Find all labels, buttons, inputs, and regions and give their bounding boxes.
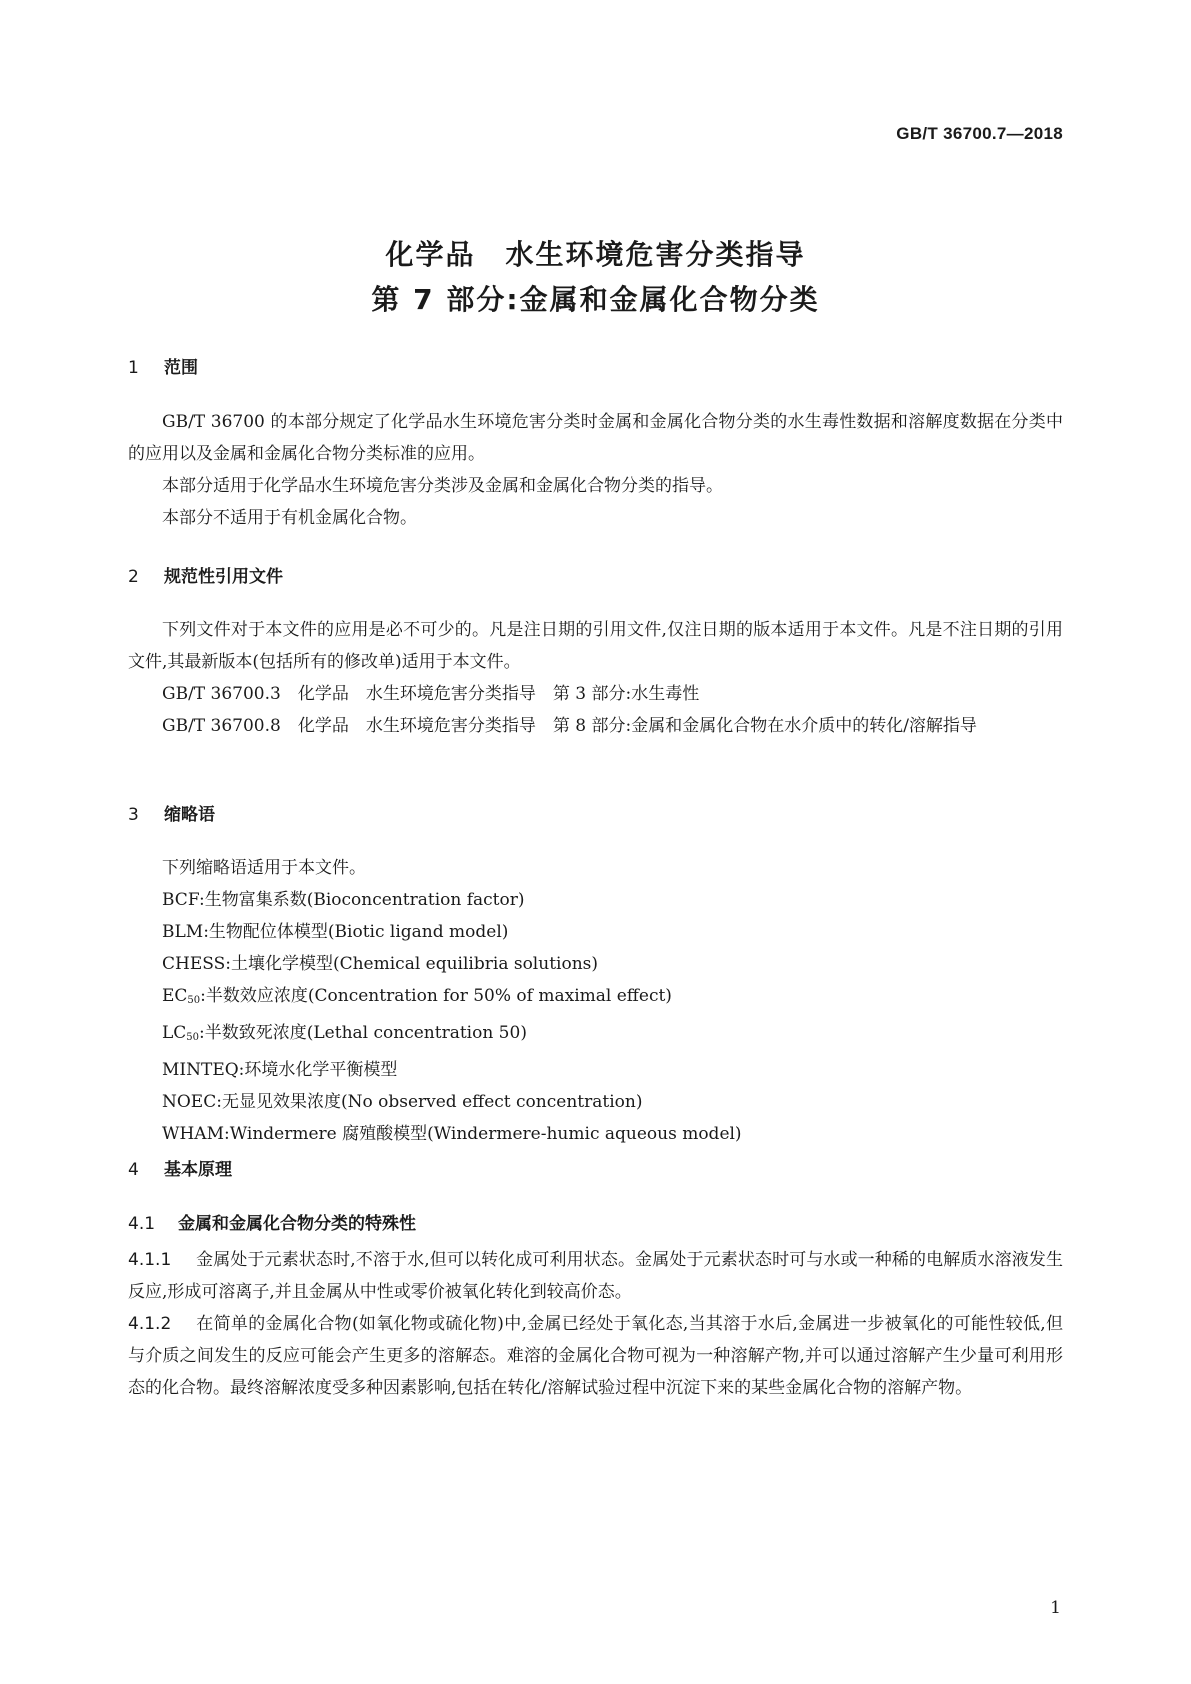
section-4-body xyxy=(128,1244,1063,1404)
abbr-subscript: 50 xyxy=(187,995,201,1006)
section-number: 1 xyxy=(128,358,139,378)
section-title: 基本原理 xyxy=(164,1160,232,1180)
abbr-term: LC xyxy=(162,1023,187,1043)
section-1-heading xyxy=(128,353,1063,378)
paragraph: 本部分不适用于有机金属化合物。 xyxy=(162,508,417,528)
reference-item: GB/T 36700.3 化学品 水生环境危害分类指导 第 3 部分:水生毒性 xyxy=(162,684,700,704)
section-2-heading xyxy=(128,562,1063,587)
standard-code: GB/T 36700.7—2018 xyxy=(896,124,1063,143)
page-number: 1 xyxy=(1050,1598,1061,1618)
clause-4-1-1 xyxy=(128,1244,1063,1308)
paragraph: 本部分适用于化学品水生环境危害分类涉及金属和金属化合物分类的指导。 xyxy=(162,476,723,496)
abbreviation-item xyxy=(128,1017,1063,1054)
subsection-title: 金属和金属化合物分类的特殊性 xyxy=(178,1214,416,1234)
title-prefix: 化学品 xyxy=(385,238,476,271)
subsection-4-1-heading xyxy=(128,1209,1063,1234)
abbreviation-item: CHESS:土壤化学模型(Chemical equilibria solutions) xyxy=(162,954,599,974)
clause-number: 4.1.2 xyxy=(128,1314,172,1334)
abbreviation-item: BLM:生物配位体模型(Biotic ligand model) xyxy=(162,922,509,942)
clause-number: 4.1.1 xyxy=(128,1250,172,1270)
title-line-1 xyxy=(0,233,1191,273)
abbr-definition: :半数效应浓度(Concentration for 50% of maximal effect) xyxy=(200,986,672,1006)
section-number: 3 xyxy=(128,805,139,825)
paragraph: GB/T 36700 的本部分规定了化学品水生环境危害分类时金属和金属化合物分类的水生毒性数据和溶解度数据在分类中的应用以及金属和金属化合物分类标准的应用。 xyxy=(128,412,1063,464)
section-number: 4 xyxy=(128,1160,139,1180)
section-1-body xyxy=(128,406,1063,534)
section-3-heading xyxy=(128,800,1063,825)
paragraph: 下列文件对于本文件的应用是必不可少的。凡是注日期的引用文件,仅注日期的版本适用于本文件。凡是不注日期的引用文件,其最新版本(包括所有的修改单)适用于本文件。 xyxy=(128,620,1063,672)
reference-item: GB/T 36700.8 化学品 水生环境危害分类指导 第 8 部分:金属和金属化合物在水介质中的转化/溶解指导 xyxy=(162,716,977,736)
subsection-number: 4.1 xyxy=(128,1214,156,1234)
abbreviation-item: WHAM:Windermere 腐殖酸模型(Windermere-humic aqueous model) xyxy=(162,1124,742,1144)
section-title: 范围 xyxy=(164,358,198,378)
section-number: 2 xyxy=(128,567,139,587)
section-4-heading xyxy=(128,1155,1063,1180)
abbreviation-list xyxy=(128,852,1063,1150)
abbreviation-item: MINTEQ:环境水化学平衡模型 xyxy=(162,1060,398,1080)
abbreviation-item xyxy=(128,980,1063,1017)
abbr-definition: :半数致死浓度(Lethal concentration 50) xyxy=(199,1023,527,1043)
abbreviation-item: NOEC:无显见效果浓度(No observed effect concentration) xyxy=(162,1092,643,1112)
abbreviation-intro: 下列缩略语适用于本文件。 xyxy=(162,858,366,878)
title-line-2: 第 7 部分:金属和金属化合物分类 xyxy=(371,283,820,316)
clause-text: 金属处于元素状态时,不溶于水,但可以转化成可利用状态。金属处于元素状态时可与水或一种稀的电解质水溶液发生反应,形成可溶离子,并且金属从中性或零价被氧化转化到较高价态。 xyxy=(128,1250,1063,1302)
title-main: 水生环境危害分类指导 xyxy=(505,238,806,271)
clause-4-1-2 xyxy=(128,1308,1063,1404)
section-2-body xyxy=(128,614,1063,742)
abbreviation-item: BCF:生物富集系数(Bioconcentration factor) xyxy=(162,890,525,910)
abbr-term: EC xyxy=(162,986,188,1006)
abbr-subscript: 50 xyxy=(186,1032,200,1043)
clause-text: 在简单的金属化合物(如氧化物或硫化物)中,金属已经处于氧化态,当其溶于水后,金属进一步被氧化的可能性较低,但与介质之间发生的反应可能会产生更多的溶解态。难溶的金属化合物可视为一种溶解产物,并可以通过溶解产生少量可利用形态的化合物。最终溶解浓度受多种因素影响,包括在转化/溶解试验过程中沉淀下来的某些金属化合物的溶解产物。 xyxy=(128,1314,1063,1398)
section-title: 缩略语 xyxy=(164,805,215,825)
section-title: 规范性引用文件 xyxy=(164,567,283,587)
